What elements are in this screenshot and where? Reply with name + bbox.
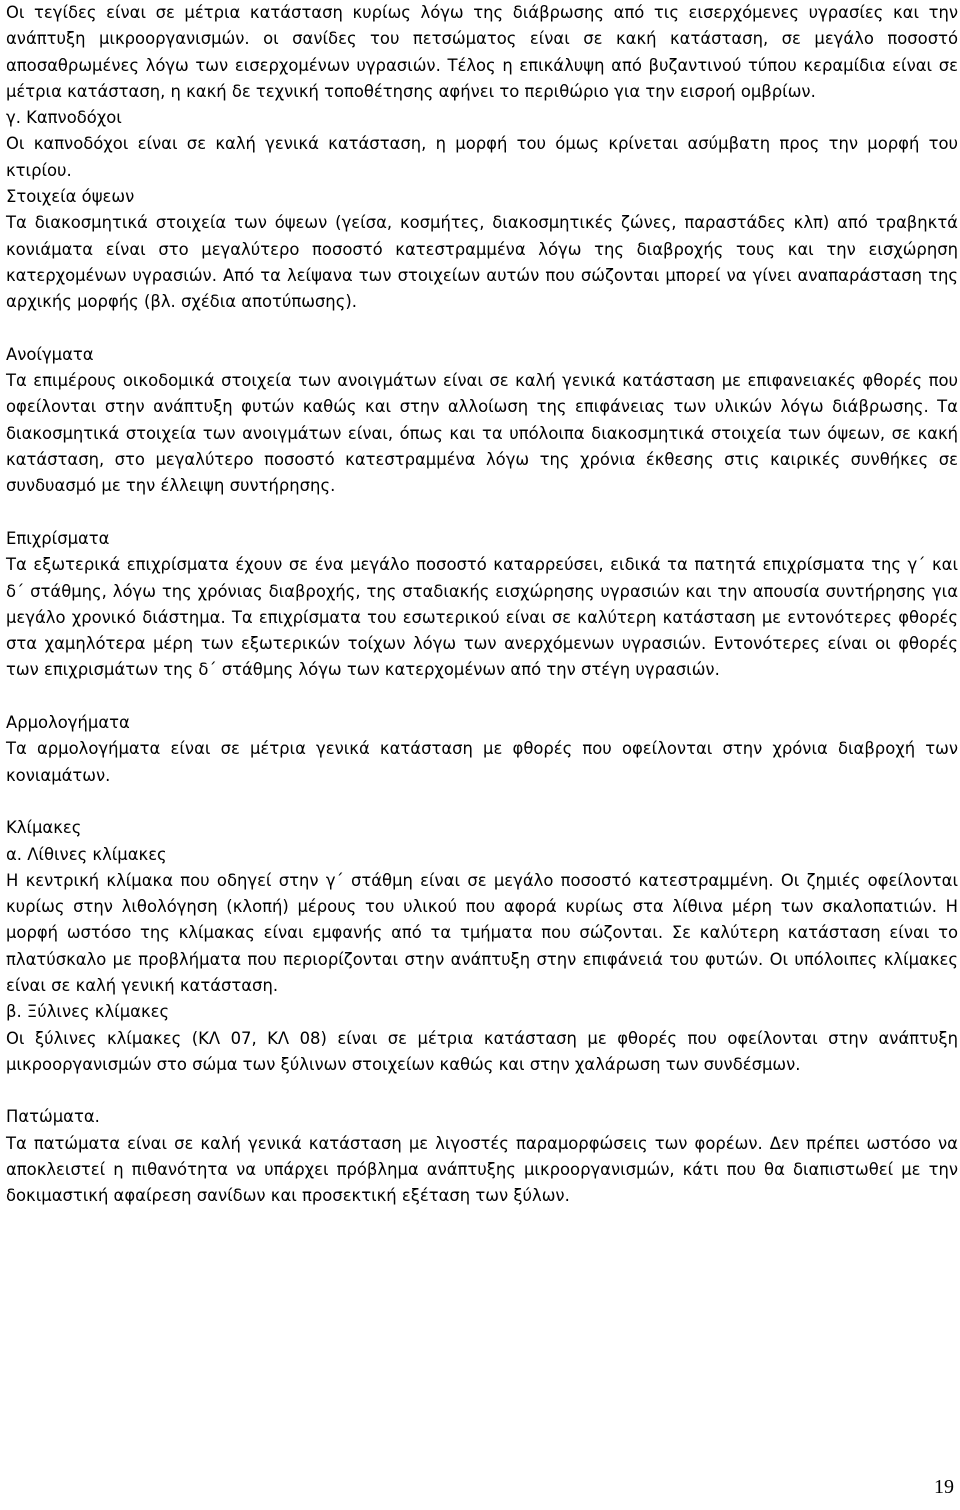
paragraph: Ανοίγματα (6, 344, 94, 364)
paragraph: Οι καπνοδόχοι είναι σε καλή γενικά κατάσταση, η μορφή του όμως κρίνεται ασύμβατη προς την μορφή του κτιρίου. (6, 134, 958, 180)
paragraph: β. Ξύλινες κλίμακες (6, 1002, 170, 1022)
paragraph-gap (6, 500, 958, 526)
paragraph: Οι ξύλινες κλίμακες (ΚΛ 07, ΚΛ 08) είναι σε μέτρια κατάσταση με φθορές που οφείλονται στην ανάπτυξη μικροοργανισμών στο σώμα των ξύλινων στοιχείων καθώς και στην χαλάρωση των συνδέσμων. (6, 1028, 958, 1074)
paragraph: α. Λίθινες κλίμακες (6, 844, 167, 864)
paragraph: Τα επιμέρους οικοδομικά στοιχεία των ανοιγμάτων είναι σε καλή γενικά κατάσταση με επιφανειακές φθορές που οφείλονται στην ανάπτυξη φυτών καθώς και στην αλλοίωση της επιφάνειας των υλικών λόγω διάβρωσης. Τα διακοσμητικά στοιχεία των ανοιγμάτων είναι, όπως και τα υπόλοιπα διακοσμητικά στοιχεία των όψεων, σε κακή κατάσταση, στο μεγαλύτερο ποσοστό κατεστραμμένα λόγω της χρόνια έκθεσης στις καιρικές συνθήκες σε συνδυασμό με την έλλειψη συντήρησης. (6, 371, 958, 496)
paragraph: Τα αρμολογήματα είναι σε μέτρια γενικά κατάσταση με φθορές που οφείλονται στην χρόνια διαβροχή των κονιαμάτων. (6, 739, 958, 785)
page-number: 19 (934, 1476, 954, 1498)
paragraph: Στοιχεία όψεων (6, 187, 135, 207)
paragraph-gap (6, 789, 958, 815)
paragraph: Τα εξωτερικά επιχρίσματα έχουν σε ένα μεγάλο ποσοστό καταρρεύσει, ειδικά τα πατητά επιχρίσματα της γ΄ και δ΄ στάθμης, λόγω της χρόνιας διαβροχής, της σταδιακής εισχώρησης υγρασιών και την απουσία συντήρησης για μεγάλο χρονικό διάστημα. Τα επιχρίσματα του εσωτερικού είναι σε καλύτερη κατάσταση με εντονότερες φθορές στα χαμηλότερα μέρη των εξωτερικών τοίχων λόγω των ανερχόμενων υγρασιών. Εντονότερες είναι οι φθορές των επιχρισμάτων της δ΄ στάθμης λόγω των κατερχομένων από την στέγη υγρασιών. (6, 555, 958, 680)
paragraph: Επιχρίσματα (6, 528, 110, 548)
paragraph: Τα πατώματα είναι σε καλή γενικά κατάσταση με λιγοστές παραμορφώσεις των φορέων. Δεν πρέπει ωστόσο να αποκλειστεί η πιθανότητα να υπάρχει πρόβλημα ανάπτυξης μικροοργανισμών, κάτι που θα διαπιστωθεί με την δοκιμαστική αφαίρεση σανίδων και προσεκτική εξέταση των ξύλων. (6, 1133, 958, 1206)
paragraph-gap (6, 1078, 958, 1104)
paragraph: Η κεντρική κλίμακα που οδηγεί στην γ΄ στάθμη είναι σε μεγάλο ποσοστό κατεστραμμένη. Οι ζημιές οφείλονται κυρίως στην λιθολόγηση (κλοπή) μέρους του υλικού που αφορά κυρίως στα λίθινα μέρη των σκαλοπατιών. Η μορφή ωστόσο της κλίμακας είναι εμφανής από τα τμήματα που σώζονται. Σε καλύτερη κατάσταση είναι το πλατύσκαλο με προβλήματα που περιορίζονται στην ανάπτυξη στην επιφάνειά του φυτών. Οι υπόλοιπες κλίμακες είναι σε καλή γενική κατάσταση. (6, 870, 958, 995)
paragraph: Κλίμακες (6, 818, 82, 838)
document-body (6, 0, 958, 1210)
paragraph: Τα διακοσμητικά στοιχεία των όψεων (γείσα, κοσμήτες, διακοσμητικές ζώνες, παραστάδες κλπ) από τραβηκτά κονιάματα είναι στο μεγαλύτερο ποσοστό κατεστραμμένα λόγω της διαβροχής τους και την εισχώρηση κατερχομένων υγρασιών. Από τα λείψανα των στοιχείων αυτών που σώζονται μπορεί να γίνει αναπαράσταση της αρχικής μορφής (βλ. σχέδια αποτύπωσης). (6, 213, 958, 312)
paragraph: Πατώματα. (6, 1107, 100, 1127)
paragraph-gap (6, 684, 958, 710)
paragraph: γ. Καπνοδόχοι (6, 108, 122, 128)
paragraph-gap (6, 316, 958, 342)
paragraph: Οι τεγίδες είναι σε μέτρια κατάσταση κυρίως λόγω της διάβρωσης από τις εισερχόμενες υγρασίες και την ανάπτυξη μικροοργανισμών. οι σανίδες του πετσώματος είναι σε κακή κατάσταση, σε μεγάλο ποσοστό αποσαθρωμένες λόγω των εισερχομένων υγρασιών. Τέλος η επικάλυψη από βυζαντινού τύπου κεραμίδια είναι σε μέτρια κατάσταση, η κακή δε τεχνική τοποθέτησης αφήνει το περιθώριο για την εισροή ομβρίων. (6, 3, 958, 101)
paragraph: Αρμολογήματα (6, 713, 130, 733)
